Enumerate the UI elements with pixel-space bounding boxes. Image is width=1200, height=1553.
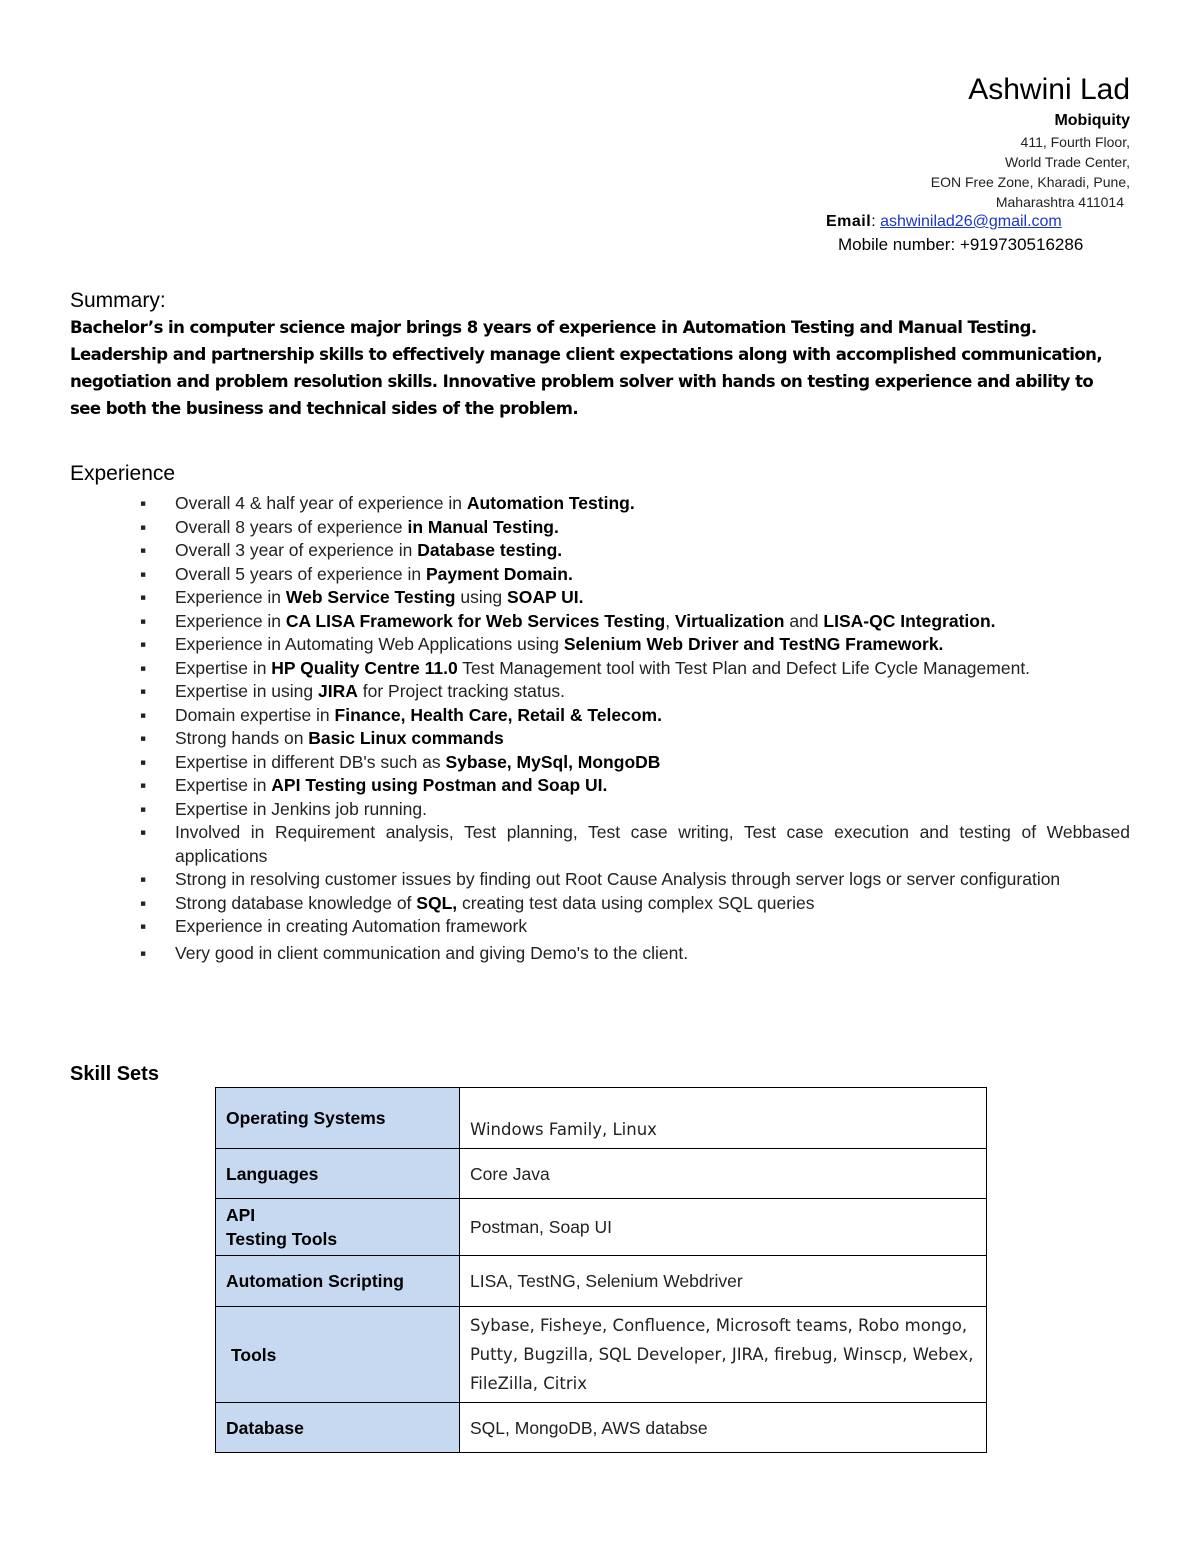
bullet-icon: ▪ [140, 610, 147, 631]
experience-text: Experience in creating Automation framework [175, 916, 528, 936]
company-name: Mobiquity [1054, 112, 1130, 129]
experience-text: Expertise in using [175, 681, 318, 701]
experience-text: Domain expertise in [175, 704, 335, 725]
experience-highlight: Web Service Testing [285, 587, 456, 607]
experience-highlight: LISA-QC Integration. [823, 610, 996, 631]
experience-item [140, 516, 1130, 540]
summary-line: Leadership and partnership skills to effectively manage client expectations along with accomplished communication, [70, 345, 1103, 364]
bullet-icon: ▪ [140, 728, 147, 748]
experience-item [140, 704, 1130, 728]
experience-highlight: HP Quality Centre 11.0 [271, 657, 458, 678]
experience-text: Overall 8 years of experience [175, 516, 408, 537]
experience-item [140, 610, 1130, 634]
address-line-4: Maharashtra 411014 [995, 194, 1124, 210]
bullet-icon: ▪ [140, 563, 147, 584]
skill-category: API Testing Tools [216, 1199, 460, 1256]
experience-highlight: Basic Linux commands [308, 728, 504, 748]
experience-highlight: CA LISA Framework for Web Services Testing [285, 610, 666, 631]
experience-text: Overall 5 years of experience in [175, 563, 426, 584]
table-row [216, 1088, 987, 1149]
bullet-icon: ▪ [140, 657, 147, 678]
experience-highlight: Selenium Web Driver and TestNG Framework. [563, 634, 944, 654]
experience-item [140, 821, 1130, 868]
bullet-icon: ▪ [140, 942, 147, 963]
bullet-icon: ▪ [140, 704, 147, 725]
experience-text: Overall 3 year of experience in [175, 540, 418, 560]
table-row [216, 1307, 987, 1403]
experience-text: Strong database knowledge of [175, 892, 417, 913]
bullet-icon: ▪ [140, 775, 147, 795]
experience-item [140, 868, 1130, 892]
experience-text: using [455, 587, 508, 607]
experience-highlight: JIRA [318, 681, 358, 701]
bullet-icon: ▪ [140, 493, 147, 513]
experience-item [140, 586, 1130, 610]
summary-heading: Summary: [70, 289, 166, 312]
experience-highlight: SOAP UI. [507, 587, 584, 607]
experience-text: Expertise in [175, 657, 272, 678]
experience-highlight: Virtualization [674, 610, 785, 631]
skill-category: Tools [216, 1307, 460, 1403]
experience-highlight: Database testing. [417, 540, 563, 560]
experience-text: Experience in [175, 587, 286, 607]
skill-category: Languages [216, 1149, 460, 1199]
bullet-icon: ▪ [140, 869, 147, 889]
experience-item [140, 492, 1130, 516]
skill-value: Postman, Soap UI [460, 1199, 987, 1256]
experience-text: creating test data using complex SQL queries [457, 892, 815, 913]
experience-item [140, 915, 1130, 939]
experience-item [140, 539, 1130, 563]
table-row [216, 1403, 987, 1453]
experience-text: Very good in client communication and giving Demo's to the client. [175, 942, 689, 963]
experience-text: Overall 4 & half year of experience in [175, 493, 467, 513]
bullet-icon: ▪ [140, 892, 147, 913]
experience-text: Expertise in different DB's such as [175, 751, 446, 772]
bullet-icon: ▪ [140, 587, 147, 607]
experience-highlight: SQL, [416, 892, 458, 913]
experience-text: for Project tracking status. [357, 681, 566, 701]
experience-heading: Experience [70, 462, 176, 485]
skill-sets-heading: Skill Sets [70, 1063, 159, 1085]
experience-text: , [665, 610, 675, 631]
experience-highlight: Automation Testing. [466, 493, 635, 513]
experience-highlight: Sybase, MySql, MongoDB [445, 751, 661, 772]
skill-value: LISA, TestNG, Selenium Webdriver [460, 1256, 987, 1307]
address-line-2: World Trade Center, [1004, 154, 1130, 170]
candidate-name: Ashwini Lad [968, 73, 1130, 106]
experience-item [140, 563, 1130, 587]
skill-value: Core Java [460, 1149, 987, 1199]
email-line [826, 211, 1062, 233]
bullet-icon: ▪ [140, 751, 147, 772]
experience-item [140, 892, 1130, 916]
experience-list [140, 492, 1130, 965]
experience-item [140, 657, 1130, 681]
summary-line: negotiation and problem resolution skills. Innovative problem solver with hands on testing experience and ability to [70, 372, 1094, 391]
experience-highlight: API Testing using Postman and Soap UI. [271, 775, 608, 795]
table-row [216, 1199, 987, 1256]
bullet-icon: ▪ [140, 540, 147, 560]
experience-text: Test Management tool with Test Plan and Defect Life Cycle Management. [457, 657, 1031, 678]
skill-value: Windows Family, Linux [460, 1088, 987, 1149]
email-label: Email [826, 213, 872, 230]
experience-item [140, 727, 1130, 751]
bullet-icon: ▪ [140, 681, 147, 701]
experience-text: Strong in resolving customer issues by finding out Root Cause Analysis through server logs or server configuration [175, 869, 1061, 889]
experience-text: Expertise in [175, 775, 272, 795]
experience-highlight: Payment Domain. [425, 563, 573, 584]
bullet-icon: ▪ [140, 798, 147, 819]
table-row [216, 1256, 987, 1307]
experience-text: Experience in [175, 610, 286, 631]
skill-value: Sybase, Fisheye, Confluence, Microsoft teams, Robo mongo, Putty, Bugzilla, SQL Developer, JIRA, firebug, Winscp, Webex, FileZilla, Citrix [460, 1307, 987, 1403]
email-separator: : [871, 213, 876, 230]
mobile-number: Mobile number: +919730516286 [838, 235, 1084, 254]
experience-text: Strong hands on [175, 728, 309, 748]
summary-line: Bachelor’s in computer science major brings 8 years of experience in Automation Testing and Manual Testing. [70, 318, 1037, 337]
experience-text: Experience in Automating Web Applications using [175, 634, 564, 654]
bullet-icon: ▪ [140, 634, 147, 654]
experience-item [140, 633, 1130, 657]
skill-category: Database [216, 1403, 460, 1453]
email-link[interactable]: ashwinilad26@gmail.com [880, 213, 1062, 230]
table-row [216, 1149, 987, 1199]
address-line-3: EON Free Zone, Kharadi, Pune, [930, 174, 1130, 190]
experience-item [140, 798, 1130, 822]
contact-header [710, 72, 1130, 212]
experience-text: Involved in Requirement analysis, Test planning, Test case writing, Test case execution and testing of Webbased applications [175, 822, 1130, 866]
experience-item [140, 680, 1130, 704]
summary-line: see both the business and technical sides of the problem. [70, 399, 579, 418]
skill-value: SQL, MongoDB, AWS databse [460, 1403, 987, 1453]
skill-category: Operating Systems [216, 1088, 460, 1149]
skills-table [215, 1087, 987, 1453]
address-line-1: 411, Fourth Floor, [1020, 134, 1130, 150]
bullet-icon: ▪ [140, 822, 147, 842]
experience-highlight: Finance, Health Care, Retail & Telecom. [334, 704, 662, 725]
experience-text: Expertise in Jenkins job running. [175, 798, 427, 819]
experience-item [140, 751, 1130, 775]
experience-item [140, 942, 1130, 966]
bullet-icon: ▪ [140, 916, 147, 936]
summary-text [70, 314, 1132, 422]
experience-item [140, 774, 1130, 798]
experience-highlight: in Manual Testing. [407, 516, 559, 537]
bullet-icon: ▪ [140, 516, 147, 537]
skill-category: Automation Scripting [216, 1256, 460, 1307]
experience-text: and [784, 610, 824, 631]
